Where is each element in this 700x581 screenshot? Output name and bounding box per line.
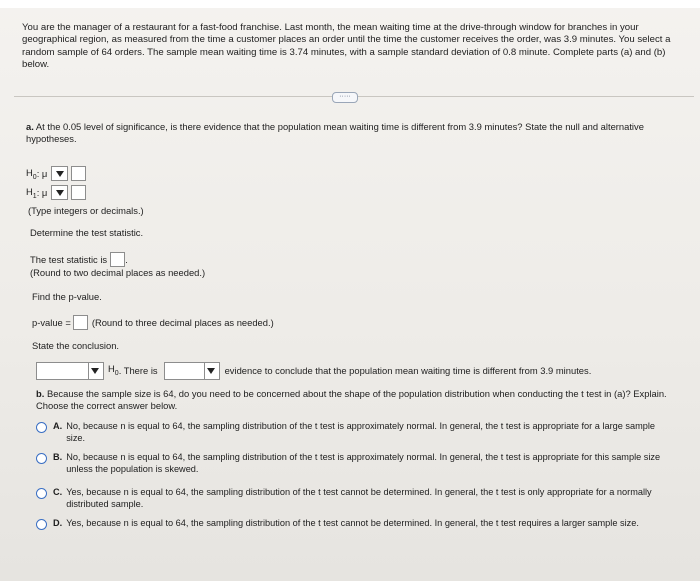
part-b-question-text: Because the sample size is 64, do you need to be concerned about the shape of the population distribution when conducting the t test in (a)? Explain. Choose the correct answer below. [36,388,667,411]
option-a-text: No, because n is equal to 64, the sampling distribution of the t test is approximately normal. In general, the t test is appropriate for a large sample size. [66,421,656,443]
test-stat-input[interactable] [110,252,125,267]
evidence-dropdown[interactable] [164,362,220,380]
h1-label: $H_1$ [26,185,37,200]
option-a-letter: A. [53,421,63,431]
option-b-letter: B. [53,452,63,462]
option-b[interactable] [36,452,676,475]
pvalue-hint: (Round to three decimal places as needed.) [91,316,274,328]
h0-label: $H_0$ [26,166,37,181]
option-a[interactable] [36,421,676,444]
conclusion-h0: $H_0$ [108,362,119,377]
pvalue-label: p-value = [32,316,71,328]
pvalue-input[interactable] [73,315,88,330]
expand-more-button[interactable]: ····· [332,92,358,103]
conclusion-end-text: evidence to conclude that the population mean waiting time is different from 3.9 minutes. [224,365,592,377]
problem-intro: You are the manager of a restaurant for a fast-food franchise. Last month, the mean waiting time at the drive-through window for branches in your geographical region, as measured from the time a customer places an order until the time the customer receives the order, was 3.9 minutes. You select a random sample of 64 orders. The sample mean waiting time is 3.74 minutes, with a sample standard deviation of 0.8 minute. Complete parts (a) and (b) below. [22,22,671,71]
conclusion-prompt: State the conclusion. [32,340,120,351]
option-c[interactable] [36,487,676,510]
option-a-radio[interactable] [36,422,47,433]
h1-mu: : μ [36,187,48,198]
option-b-radio[interactable] [36,453,47,464]
option-c-text: Yes, because n is equal to 64, the sampling distribution of the t test cannot be determined. In general, the t test is only appropriate for a normally distributed sample. [66,487,652,509]
part-b-label: b. [36,388,45,399]
part-a-question-text: At the 0.05 level of significance, is there evidence that the population mean waiting time is different from 3.9 minutes? State the null and alternative hypotheses. [26,121,644,144]
conclusion-mid-text: . There is [118,365,158,377]
part-a-question [26,121,666,144]
test-stat-label: The test statistic is [30,253,108,265]
pvalue-row [32,315,274,330]
option-d-radio[interactable] [36,519,47,530]
h1-row [26,185,86,200]
test-stat-row: The test statistic is . [30,252,128,267]
option-b-text: No, because n is equal to 64, the sampling distribution of the t test is approximately normal. In general, the t test is appropriate for this sample size unless the population is skewed. [66,452,661,474]
option-d-letter: D. [53,518,63,528]
pvalue-prompt: Find the p-value. [32,291,102,302]
test-stat-hint: (Round to two decimal places as needed.) [30,267,206,278]
part-b-question [36,388,676,411]
h0-row [26,166,86,181]
conclusion-row [36,362,676,380]
h0-mu: : μ [36,168,48,179]
option-d-text: Yes, because n is equal to 64, the sampling distribution of the t test cannot be determined. In general, the t test requires a larger sample size. [66,518,639,528]
h1-operator-dropdown[interactable] [51,185,68,200]
option-d[interactable] [36,518,676,530]
h0-operator-dropdown[interactable] [51,166,68,181]
part-a-label: a. [26,121,34,132]
test-stat-prompt: Determine the test statistic. [30,227,144,238]
option-c-letter: C. [53,487,63,497]
top-bar [0,0,700,8]
reject-decision-dropdown[interactable] [36,362,104,380]
hypothesis-hint: (Type integers or decimals.) [28,205,144,216]
option-c-radio[interactable] [36,488,47,499]
h0-value-input[interactable] [71,166,86,181]
h1-value-input[interactable] [71,185,86,200]
